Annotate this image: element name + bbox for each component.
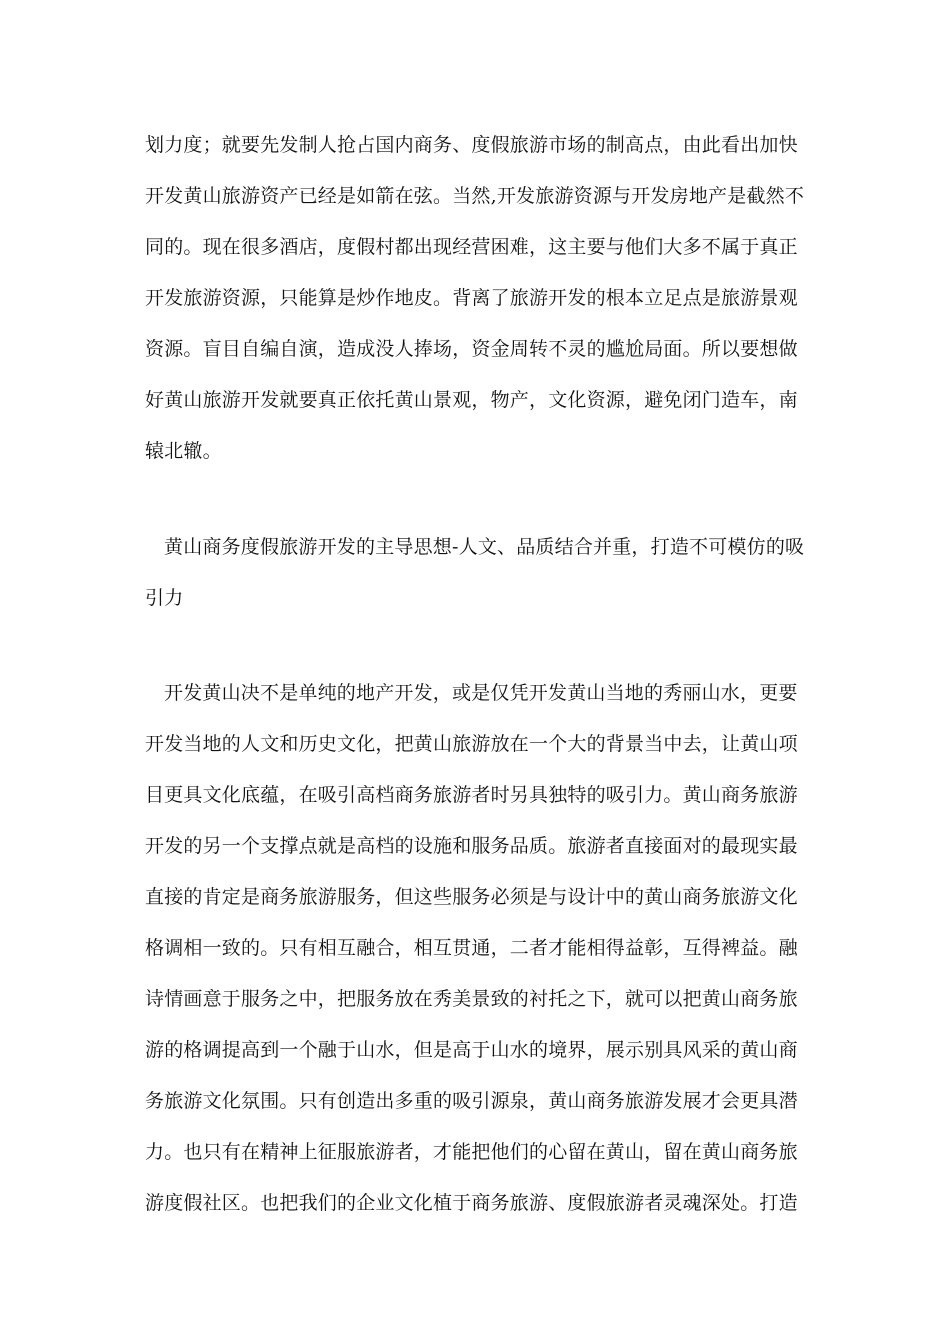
paragraph-2-line: 目更具文化底蕴，在吸引高档商务旅游者时另具独特的吸引力。黄山商务旅游 [145,784,798,806]
paragraph-2-line: 诗情画意于服务之中，把服务放在秀美景致的衬托之下，就可以把黄山商务旅 [145,988,798,1010]
paragraph-2-line: 开发当地的人文和历史文化，把黄山旅游放在一个大的背景当中去，让黄山项 [145,733,798,755]
paragraph-1-line: 开发黄山旅游资产已经是如箭在弦。当然,开发旅游资源与开发房地产是截然不 [145,185,805,207]
paragraph-2-line: 务旅游文化氛围。只有创造出多重的吸引源泉，黄山商务旅游发展才会更具潜 [145,1090,798,1112]
section-heading-line: 引力 [145,587,184,609]
paragraph-1-line: 划力度；就要先发制人抢占国内商务、度假旅游市场的制高点，由此看出加快 [145,134,798,156]
paragraph-2-line: 开发的另一个支撑点就是高档的设施和服务品质。旅游者直接面对的最现实最 [145,835,798,857]
paragraph-2-line: 直接的肯定是商务旅游服务，但这些服务必须是与设计中的黄山商务旅游文化 [145,886,798,908]
paragraph-1-line: 同的。现在很多酒店，度假村都出现经营困难，这主要与他们大多不属于真正 [145,236,798,258]
paragraph-1-line: 开发旅游资源，只能算是炒作地皮。背离了旅游开发的根本立足点是旅游景观 [145,287,798,309]
paragraph-1-line: 辕北辙。 [145,440,222,462]
paragraph-2-line: 开发黄山决不是单纯的地产开发，或是仅凭开发黄山当地的秀丽山水，更要 [164,682,798,704]
paragraph-2-line: 游的格调提高到一个融于山水，但是高于山水的境界，展示别具风采的黄山商 [145,1039,798,1061]
paragraph-1-line: 好黄山旅游开发就要真正依托黄山景观，物产，文化资源，避免闭门造车，南 [145,389,798,411]
paragraph-2-line: 格调相一致的。只有相互融合，相互贯通，二者才能相得益彰，互得裨益。融 [145,937,798,959]
paragraph-2-line: 力。也只有在精神上征服旅游者，才能把他们的心留在黄山，留在黄山商务旅 [145,1141,798,1163]
paragraph-2-line: 游度假社区。也把我们的企业文化植于商务旅游、度假旅游者灵魂深处。打造 [145,1192,798,1214]
section-heading-line: 黄山商务度假旅游开发的主导思想-人文、品质结合并重，打造不可模仿的吸 [164,536,805,558]
paragraph-1-line: 资源。盲目自编自演，造成没人捧场，资金周转不灵的尴尬局面。所以要想做 [145,338,798,360]
